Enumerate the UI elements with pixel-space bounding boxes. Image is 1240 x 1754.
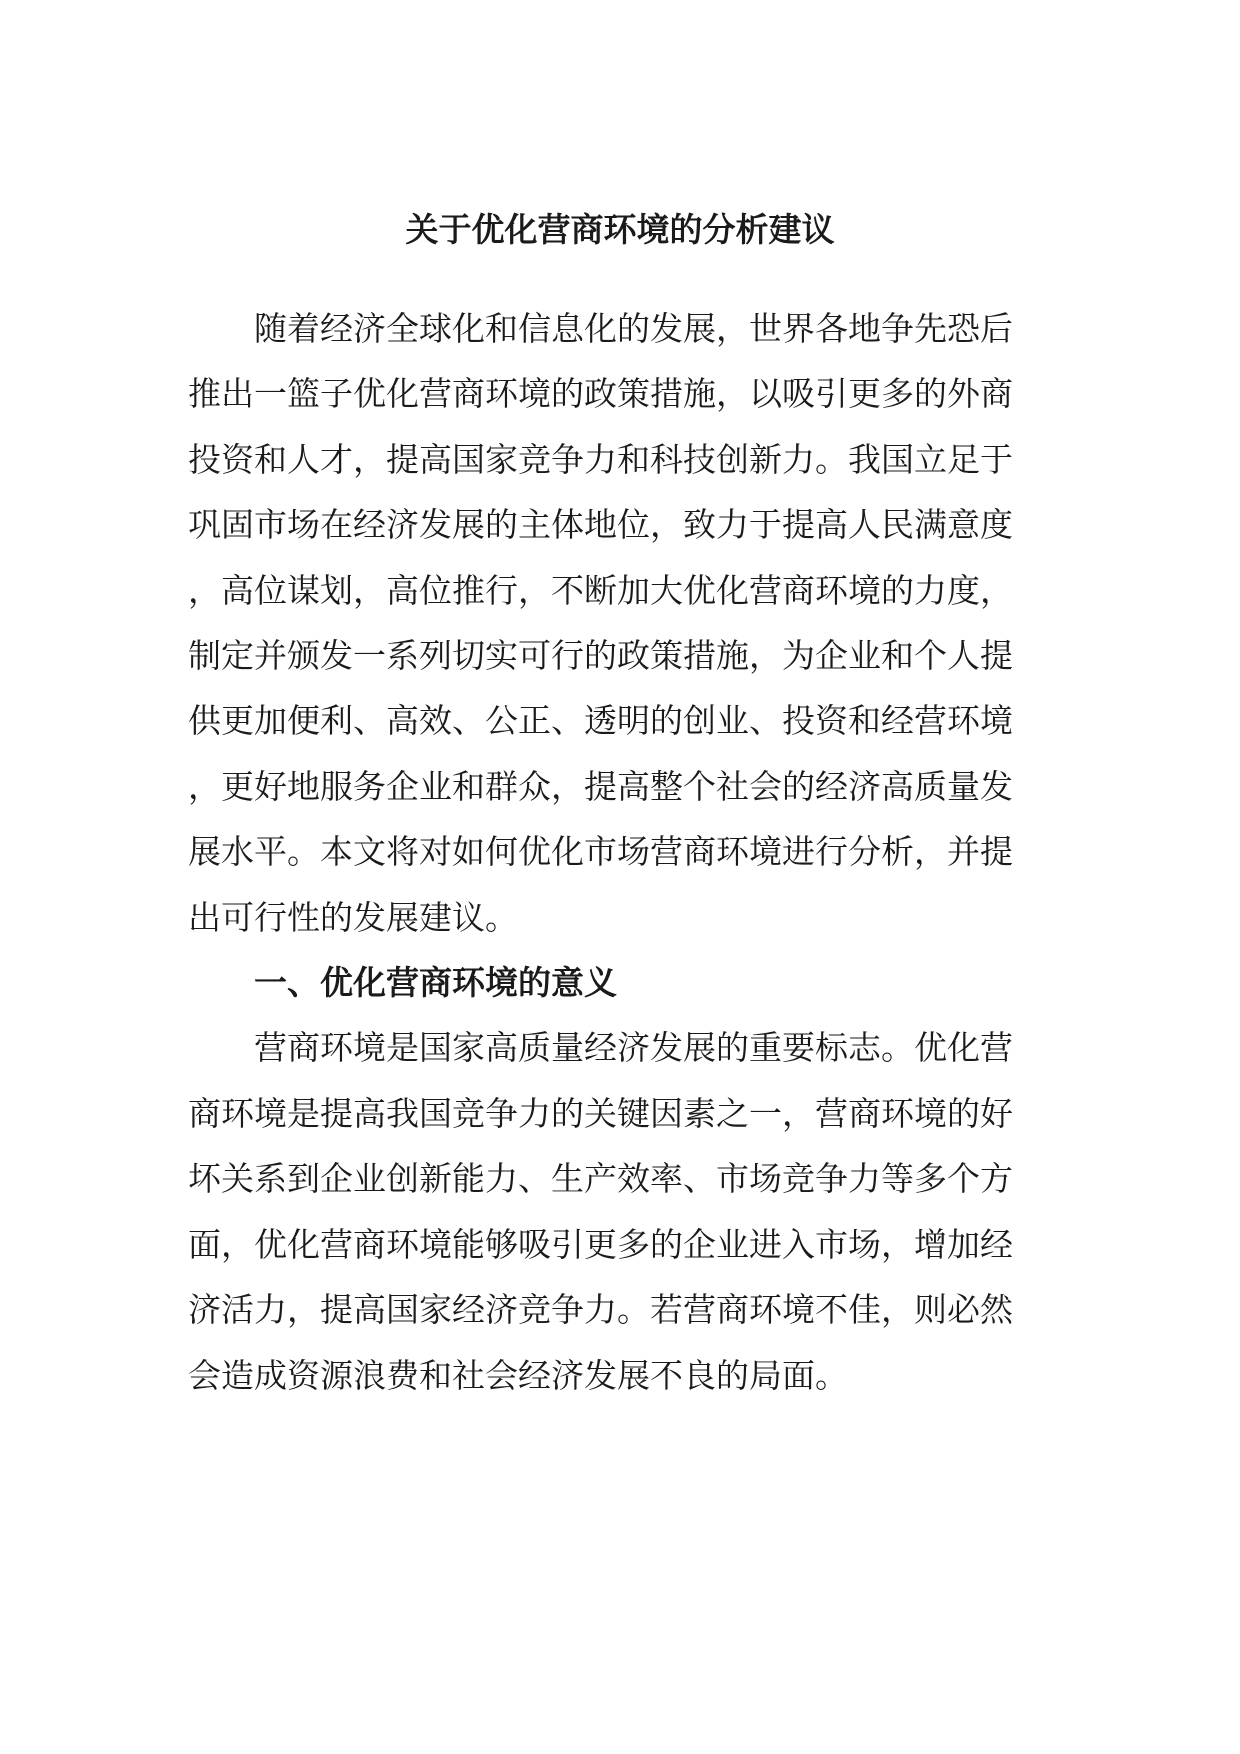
intro-paragraph: 随着经济全球化和信息化的发展，世界各地争先恐后推出一篮子优化营商环境的政策措施，以吸引更多的外商投资和人才，提高国家竞争力和科技创新力。我国立足于巩固市场在经济发展的主体地位，致力于提高人民满意度，高位谋划，高位推行，不断加大优化营商环境的力度，制定并颁发一系列切实可行的政策措施，为企业和个人提供更加便利、高效、公正、透明的创业、投资和经营环境，更好地服务企业和群众，提高整个社会的经济高质量发展水平。本文将对如何优化市场营商环境进行分析，并提出可行性的发展建议。 [188,309,1013,937]
section-paragraph-significance: 营商环境是国家高质量经济发展的重要标志。优化营商环境是提高我国竞争力的关键因素之一，营商环境的好坏关系到企业创新能力、生产效率、市场竞争力等多个方面，优化营商环境能够吸引更多的企业进入市场，增加经济活力，提高国家经济竞争力。若营商环境不佳，则必然会造成资源浪费和社会经济发展不良的局面。 [188,1028,1013,1395]
document-title: 关于优化营商环境的分析建议 [405,210,835,249]
section-heading-significance: 一、优化营商环境的意义 [254,963,617,1003]
document-body [188,296,1044,1408]
